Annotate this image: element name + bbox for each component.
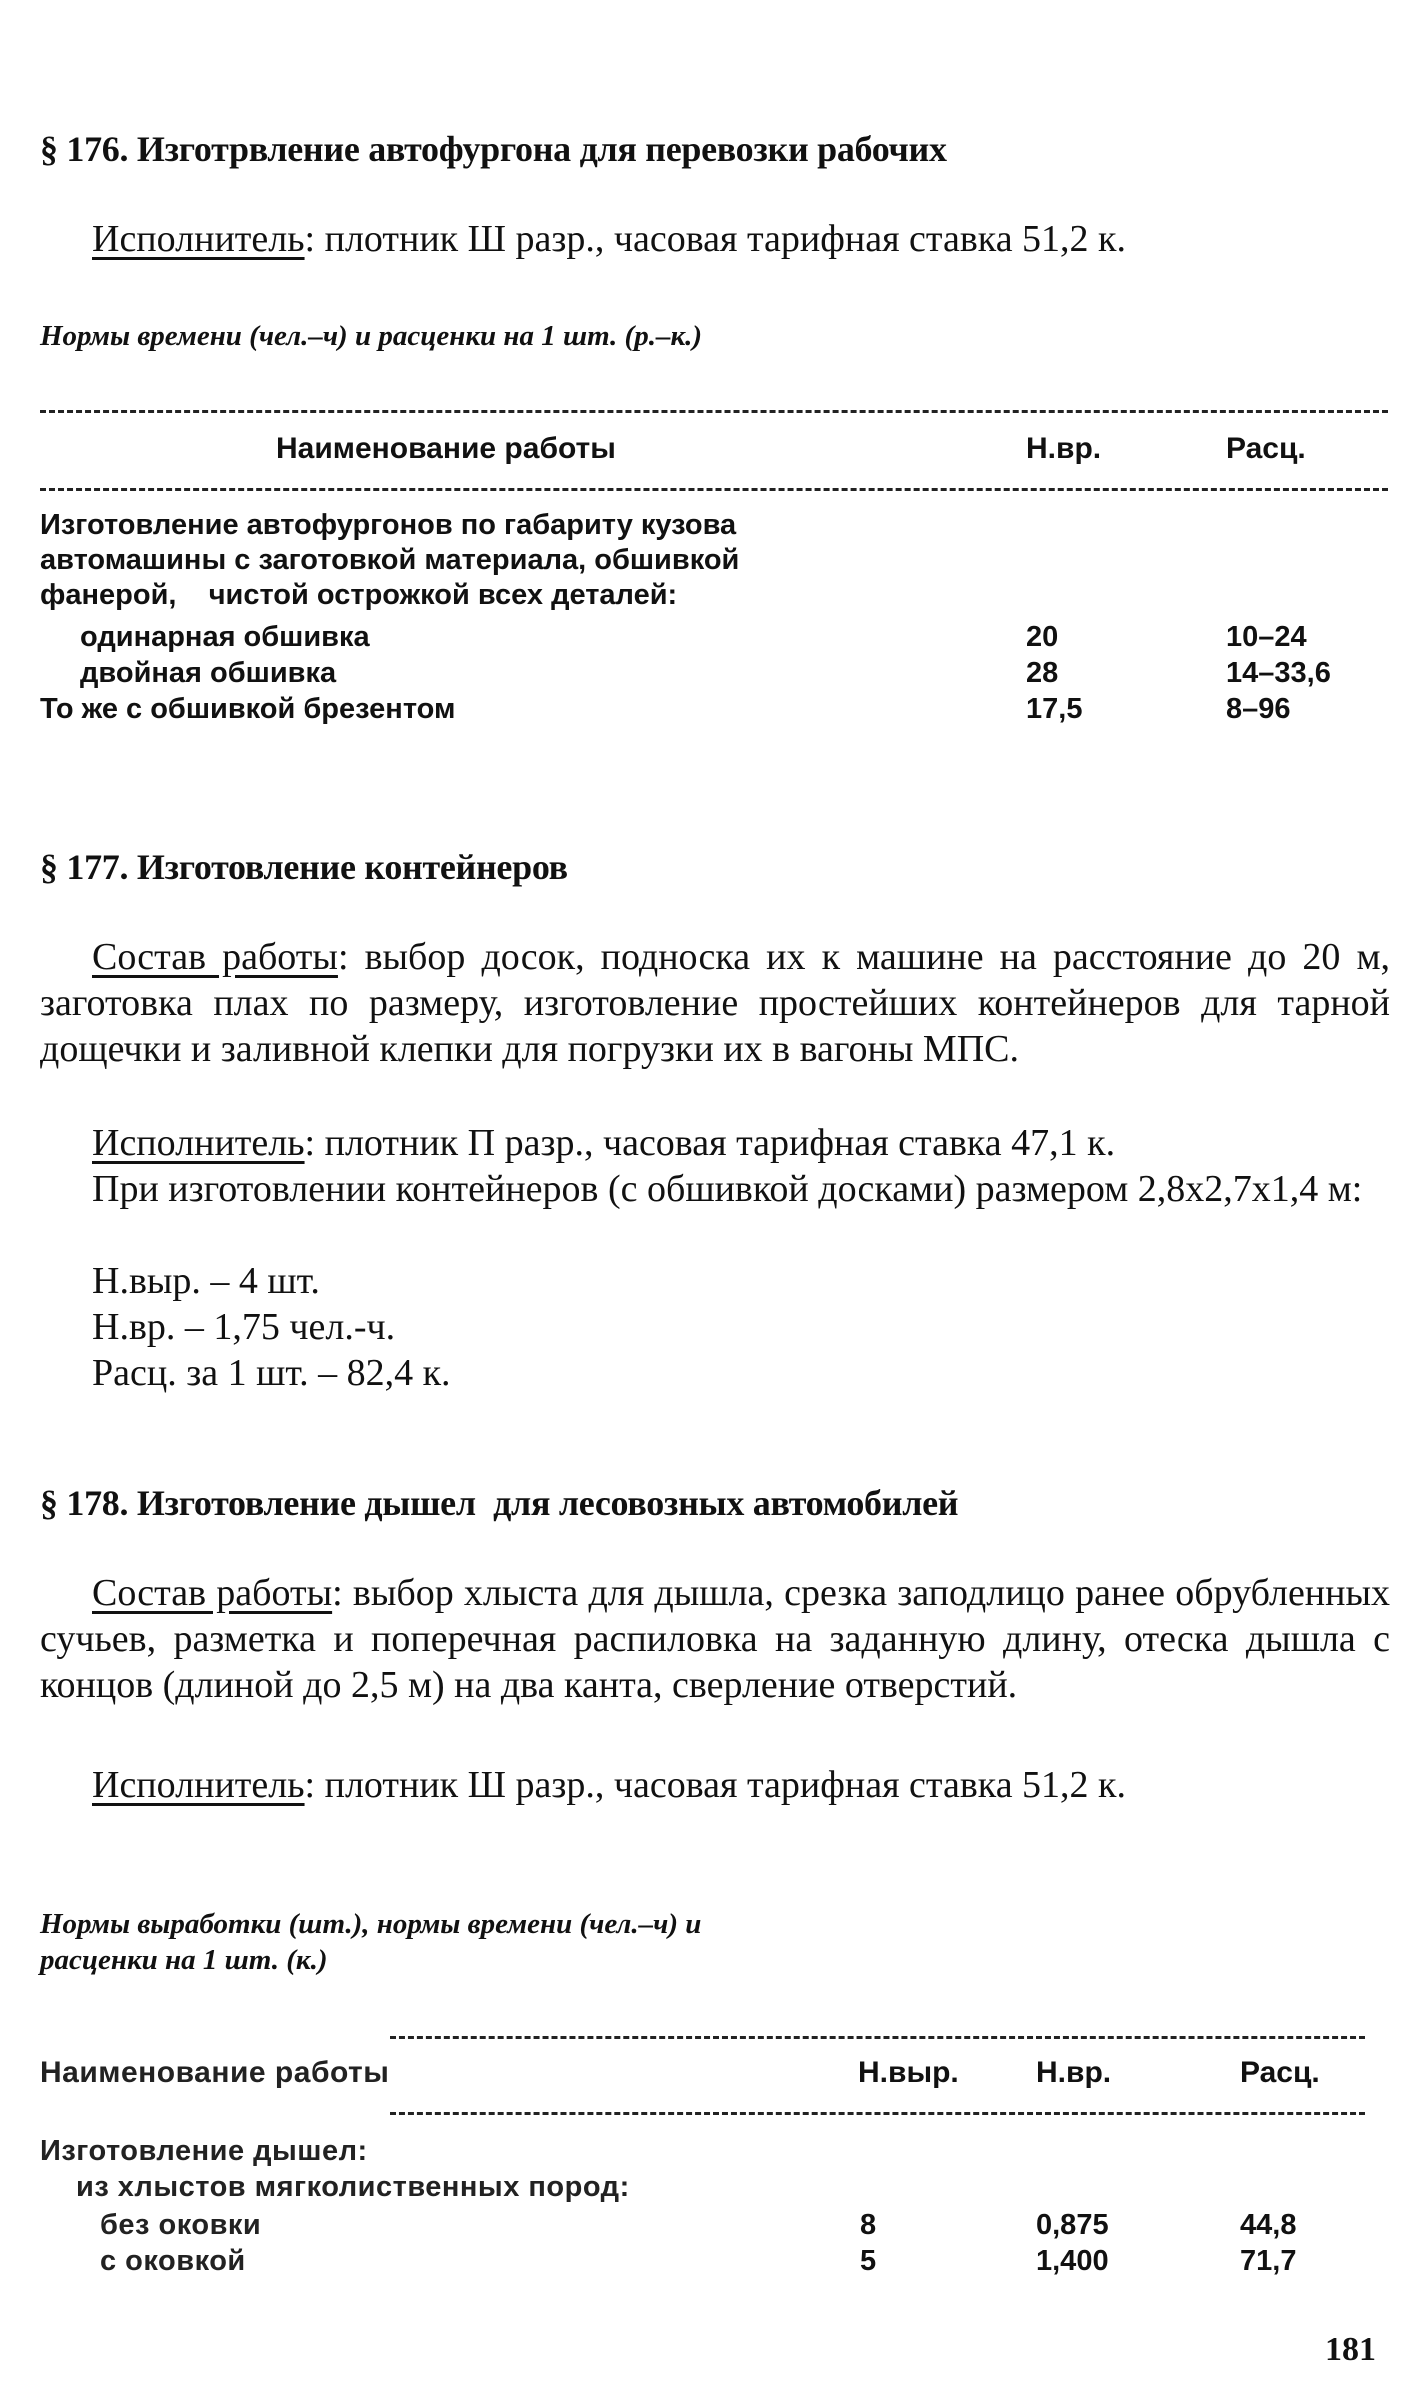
section-178-performer — [40, 1762, 1390, 1808]
table-176-header-name: Наименование работы — [276, 432, 616, 465]
section-178-caption-line1: Нормы выработки (шт.), нормы времени (чел.–ч) и — [40, 1908, 702, 1940]
performer-label: Исполнитель — [92, 1122, 305, 1164]
table-row-output: 5 — [860, 2245, 877, 2277]
table-176-header-price: Расц. — [1226, 432, 1306, 465]
table-178-header-price: Расц. — [1240, 2056, 1320, 2089]
table-176-group-line: Изготовление автофургонов по габариту кузова — [40, 509, 737, 541]
performer-label: Исполнитель — [92, 1764, 305, 1806]
section-177-heading: § 177. Изготовление контейнеров — [40, 847, 568, 887]
performer-text: : плотник П разр., часовая тарифная ставка 47,1 к. — [304, 1122, 1116, 1164]
section-178-composition — [40, 1570, 1390, 1708]
table-row-name: с оковкой — [100, 2245, 246, 2277]
section-178-heading: § 178. Изготовление дышел для лесовозных автомобилей — [40, 1483, 959, 1523]
table-178-rule-top — [390, 2036, 1365, 2039]
table-176-header-norm: Н.вр. — [1026, 432, 1102, 465]
table-178-group-line: из хлыстов мягколиственных пород: — [76, 2171, 630, 2203]
table-178-header-norm: Н.вр. — [1036, 2056, 1112, 2089]
section-176-performer — [40, 216, 1390, 262]
composition-text: : выбор хлыста для дышла, срезка заподлицо ранее обрубленных сучьев, разметка и поперечная распиловка на заданную длину, отеска дышла с концов (длиной до 2,5 м) на два канта, сверление отверстий. — [40, 1572, 1391, 1706]
table-178-header-output: Н.выр. — [858, 2056, 959, 2089]
section-177-note: При изготовлении контейнеров (с обшивкой досками) размером 2,8x2,7x1,4 м: — [92, 1168, 1363, 1210]
section-178-caption-line2: расценки на 1 шт. (к.) — [40, 1944, 328, 1976]
table-176-group-line: фанерой, чистой острожкой всех деталей: — [40, 579, 678, 611]
section-176-heading: § 176. Изготрвление автофургона для перевозки рабочих — [40, 129, 947, 169]
section-177-performer — [40, 1120, 1390, 1166]
section-177-time: Н.вр. – 1,75 чел.-ч. — [92, 1306, 396, 1348]
composition-label: Состав работы — [92, 1572, 333, 1614]
table-row-price: 71,7 — [1240, 2245, 1297, 2277]
performer-text: : плотник Ш разр., часовая тарифная ставка 51,2 к. — [304, 218, 1127, 260]
composition-text: : выбор досок, подноска их к машине на расстояние до 20 м, заготовка плах по размеру, изготовление простейших контейнеров для тарной дощечки и заливной клепки для погрузки их в вагоны МПС. — [40, 936, 1391, 1070]
page-number: 181 — [1325, 2331, 1376, 2368]
section-177-composition — [40, 934, 1390, 1072]
table-row-norm: 20 — [1026, 621, 1059, 653]
table-176-group-line: автомашины с заготовкой материала, обшивкой — [40, 544, 740, 576]
performer-label: Исполнитель — [92, 218, 305, 260]
table-rule-header — [40, 488, 1388, 491]
table-row-price: 44,8 — [1240, 2209, 1297, 2241]
table-row-name: То же с обшивкой брезентом — [40, 693, 456, 725]
table-row-norm: 1,400 — [1036, 2245, 1109, 2277]
section-177-price: Расц. за 1 шт. – 82,4 к. — [92, 1352, 451, 1394]
performer-text: : плотник Ш разр., часовая тарифная ставка 51,2 к. — [304, 1764, 1127, 1806]
table-row-output: 8 — [860, 2209, 877, 2241]
table-row-price: 14–33,6 — [1226, 657, 1331, 689]
table-row-norm: 28 — [1026, 657, 1059, 689]
table-row-name: двойная обшивка — [80, 657, 337, 689]
composition-label: Состав работы — [92, 936, 338, 978]
table-row-norm: 0,875 — [1036, 2209, 1109, 2241]
table-row-norm: 17,5 — [1026, 693, 1083, 725]
table-row-price: 8–96 — [1226, 693, 1291, 725]
table-row-name: одинарная обшивка — [80, 621, 370, 653]
table-178-header-name: Наименование работы — [40, 2056, 390, 2089]
section-177-output: Н.выр. – 4 шт. — [92, 1260, 320, 1302]
table-rule-top — [40, 410, 1388, 413]
table-row-price: 10–24 — [1226, 621, 1307, 653]
table-178-group-line: Изготовление дышел: — [40, 2135, 368, 2167]
table-178-rule-header — [390, 2112, 1365, 2115]
table-row-name: без оковки — [100, 2209, 262, 2241]
section-176-table-caption: Нормы времени (чел.–ч) и расценки на 1 шт. (р.–к.) — [40, 320, 703, 352]
